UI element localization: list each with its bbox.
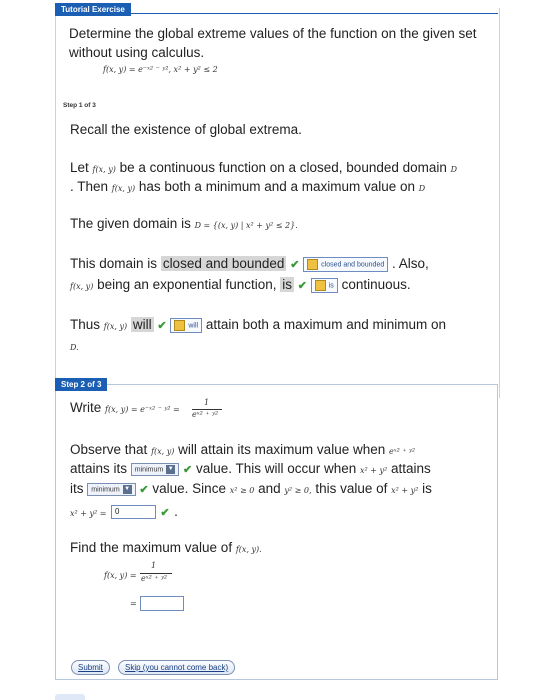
function-definition: f(x, y) = e⁻ˣ² ⁻ ʸ², x² + y² ≤ 2 <box>103 65 218 74</box>
closed-feedback <box>303 257 388 272</box>
max-lhs: f(x, y) = <box>104 571 137 580</box>
check-icon: ✔ <box>297 280 307 292</box>
fxy-math-3: f(x, y) <box>70 282 94 291</box>
fxy-math-6: f(x, y). <box>235 545 262 554</box>
fxy-math-4: f(x, y) <box>103 322 128 331</box>
domain-symbol-2: D <box>418 184 426 193</box>
max-equals: = <box>130 599 137 608</box>
max-frac-num: 1 <box>151 561 157 570</box>
is-text: is <box>422 481 432 496</box>
domain-symbol: D <box>450 165 458 174</box>
step1-label: Step 1 of 3 <box>63 102 96 109</box>
thus-line <box>70 317 446 333</box>
also-text: . Also, <box>392 256 429 271</box>
fxy-math: f(x, y) <box>92 165 116 174</box>
bottom-tab-stub <box>55 694 85 700</box>
exponential-line <box>70 277 411 293</box>
chevron-down-icon: ▼ <box>167 465 174 472</box>
is-answer-select[interactable]: is <box>282 277 292 292</box>
answer-icon <box>315 280 326 291</box>
check-icon: ✔ <box>157 320 167 332</box>
write-frac-num: 1 <box>204 398 210 407</box>
skip-button[interactable]: Skip (you cannot come back) <box>118 660 235 675</box>
question-text: Determine the global extreme values of the function on the given set without using calculus. <box>69 26 477 60</box>
check-icon: ✔ <box>160 507 170 519</box>
answer-icon <box>174 320 185 331</box>
attains-text: attains <box>391 461 431 476</box>
will-feedback-text: will <box>188 322 199 330</box>
will-answer-select[interactable]: will <box>132 317 152 332</box>
let-line <box>70 160 457 175</box>
value-occur-text: value. This will occur when <box>195 461 357 476</box>
its-line <box>70 481 432 496</box>
submit-button[interactable]: Submit <box>71 660 110 675</box>
then-mid: has both a minimum and a maximum value on <box>138 179 416 194</box>
its-text: its <box>70 481 84 496</box>
max-frac-den: eˣ² ⁺ ʸ² <box>141 574 168 583</box>
sum-term: x² + y² <box>360 466 388 475</box>
fxy-math-5: f(x, y) <box>151 447 175 456</box>
closed-feedback-text: closed and bounded <box>321 261 385 269</box>
period: . <box>174 504 178 519</box>
write-math: f(x, y) = e⁻ˣ² ⁻ ʸ² = <box>105 405 180 414</box>
find-text: Find the maximum value of <box>70 540 233 555</box>
max-value-input[interactable] <box>140 596 184 611</box>
check-icon: ✔ <box>182 464 193 476</box>
select2-value: minimum <box>91 486 120 494</box>
closed-pre: This domain is <box>70 256 158 271</box>
closed-answer-select[interactable]: closed and bounded <box>162 256 285 271</box>
let-pre: Let <box>70 160 89 175</box>
domain-symbol-end: D. <box>70 343 79 352</box>
step2-panel <box>55 384 498 680</box>
check-icon: ✔ <box>290 259 300 271</box>
attains-line <box>70 461 431 476</box>
minimum-select-1[interactable] <box>131 463 179 476</box>
continuous-text: continuous. <box>341 277 411 292</box>
and-text: and <box>258 481 281 496</box>
being-text: being an exponential function, <box>97 277 277 292</box>
eq-lhs: x² + y² = <box>70 509 107 518</box>
domain-line <box>70 216 298 231</box>
step2-label: Step 2 of 3 <box>55 378 107 391</box>
observe-mid: will attain its maximum value when <box>178 442 386 457</box>
then-line <box>70 179 425 194</box>
sum-term-2: x² + y² <box>391 486 419 495</box>
write-line <box>70 400 180 415</box>
this-value-text: this value of <box>315 481 388 496</box>
is-feedback-text: is <box>328 282 334 290</box>
observe-pre: Observe that <box>70 442 148 457</box>
attain-text: attain both a maximum and minimum on <box>205 317 446 332</box>
equation-line <box>70 503 178 521</box>
observe-line <box>70 442 415 457</box>
sum-answer-input[interactable] <box>111 505 156 519</box>
chevron-down-icon: ▼ <box>124 485 131 492</box>
write-text: Write <box>70 400 102 415</box>
x2-nonneg: x² ≥ 0 <box>229 486 255 495</box>
let-mid: be a continuous function on a closed, bounded domain <box>119 160 447 175</box>
is-feedback <box>311 278 338 293</box>
select1-value: minimum <box>134 466 164 474</box>
answer-icon <box>307 259 318 270</box>
y2-nonneg: y² ≥ 0, <box>284 486 312 495</box>
then-pre: . Then <box>70 179 109 194</box>
exp-term: eˣ² ⁺ ʸ² <box>389 447 416 456</box>
thus-text: Thus <box>70 317 101 332</box>
find-line <box>70 540 262 555</box>
check-icon: ✔ <box>139 484 149 496</box>
closed-line <box>70 256 429 272</box>
domain-pre: The given domain is <box>70 216 191 231</box>
will-feedback <box>170 318 202 333</box>
domain-math: D = {(x, y) | x² + y² ≤ 2}. <box>194 221 298 230</box>
tutorial-header-tab: Tutorial Exercise <box>55 3 131 16</box>
minimum-select-2[interactable] <box>87 483 135 496</box>
step1-intro: Recall the existence of global extrema. <box>70 122 302 137</box>
sum-answer-value: 0 <box>114 506 120 516</box>
since-text: value. Since <box>152 481 226 496</box>
fxy-math-2: f(x, y) <box>111 184 136 193</box>
write-frac-den: eˣ² ⁺ ʸ² <box>192 410 219 419</box>
attains-its-text: attains its <box>70 461 128 476</box>
